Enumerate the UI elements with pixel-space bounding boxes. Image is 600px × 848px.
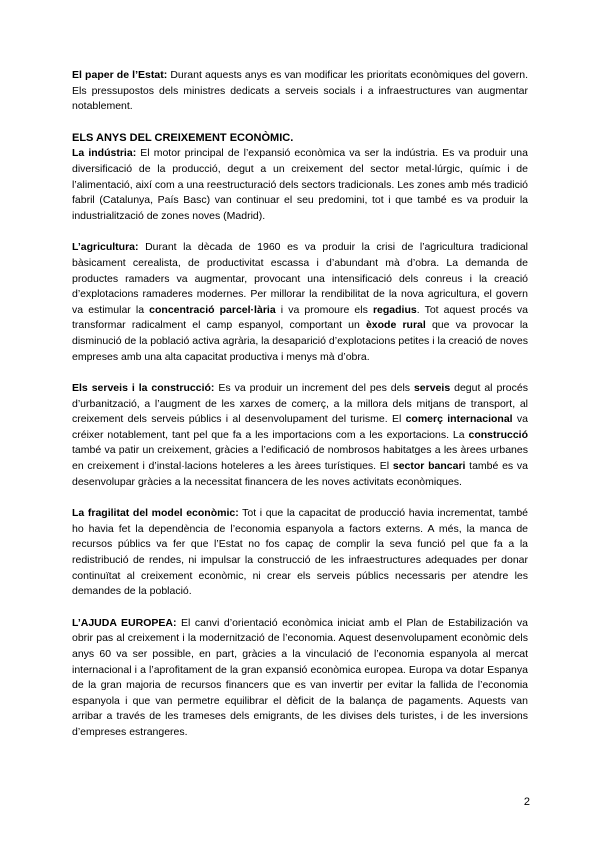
paragraph-text: degut al procés d’urbanització, a l’augment de les xarxes de comerç, a la millora dels mitjans de transport, al creixement dels serveis públics i al desenvolupament del turisme. El [72, 382, 528, 426]
paragraph-text: Durant aquests anys es van modificar les prioritats econòmiques del govern. Els pressupostos dels ministres dedicats a serveis socials i a infraestructures van augmentar notablement. [72, 69, 528, 113]
keyword: regadius [372, 303, 417, 316]
paragraph-text: Es va produir un increment del pes dels [214, 382, 414, 395]
page-number: 2 [523, 796, 530, 808]
paragraph-agricultura [72, 240, 528, 365]
paragraph-lead: La indústria: [72, 147, 137, 160]
paragraph-serveis [72, 381, 528, 490]
paragraph-text: i va promoure els [275, 303, 373, 316]
paragraph-text: que va provocar la disminució de la població activa agrària, la desaparició d’explotacions petites i la creació de noves empreses amb una alta capacitat productiva i menys mà d’obra. [72, 319, 528, 363]
document-page [72, 68, 528, 757]
paragraph-text: El motor principal de l’expansió econòmica va ser la indústria. Es va produir una diversificació de la producció, degut a un creixement del sector metal·lúrgic, químic i de l’alimentació, així com a una reestructuració dels sectors tradicionals. Les zones amb més tradició fabril (Catalunya, País Basc) van continuar el seu predomini, tot i que també es va produir la industrialització de zones noves (Madrid). [72, 147, 528, 222]
paragraph-text: . Tot aquest procés va transformar radicalment el camp espanyol, comportant un [72, 303, 529, 332]
paragraph-lead: La fragilitat del model econòmic: [72, 507, 239, 520]
section-heading: ELS ANYS DEL CREIXEMENT ECONÒMIC. [72, 131, 294, 144]
paragraph-lead: El paper de l’Estat: [72, 69, 168, 81]
paragraph-text: Durant la dècada de 1960 es va produir la crisi de l’agricultura tradicional bàsicament cerealista, de productivitat escassa i d’abundant mà d’obra. La demanda de productes ramaders va augmentar, provocant una intensificació dels conreus i la creació d’explotacions ramaderes modernes. Per millorar la rendibilitat de la nova agricultura, el govern va estimular la [72, 241, 528, 316]
paragraph-fragilitat [72, 506, 528, 600]
keyword: sector bancari [392, 460, 466, 473]
keyword: concentració parcel·lària [149, 303, 276, 316]
keyword: serveis [413, 382, 451, 395]
keyword: comerç internacional [405, 413, 513, 426]
paragraph-lead: L’agricultura: [72, 241, 139, 254]
paragraph-lead: Els serveis i la construcció: [72, 382, 215, 395]
paragraph-text: El canvi d’orientació econòmica iniciat amb el Plan de Estabilización va obrir pas al creixement i la modernització de l’economia. Aquest desenvolupament econòmic dels anys 60 va ser possible, en part, gràcies a la vinculació de l’economia espanyola al mercat internacional i a l’aprofitament de la gran expansió econòmica europea. Europa va dotar Espanya de la gran majoria de recursos financers que es van invertir per evitar la fallida de l’economia espanyola i que van permetre equilibrar el dèficit de la balança de pagaments. Aquests van arribar a través de les trameses dels emigrants, de les divises dels turistes, i de les inversions d’empreses estrangeres. [72, 616, 529, 738]
paragraph-text: també va patir un creixement, gràcies a l’edificació de nombrosos habitatges a les àrees urbanes en creixement i d’instal·lacions hoteleres a les àrees turístiques. El [72, 444, 528, 473]
paragraph-industria [72, 146, 528, 224]
paragraph-paper-estat [72, 68, 528, 115]
paragraph-text: va créixer notablement, tant pel que fa a les importacions com a les exportacions. La [72, 413, 528, 441]
paragraph-lead: L’AJUDA EUROPEA: [72, 616, 177, 629]
keyword: èxode rural [365, 319, 426, 332]
keyword: construcció [468, 428, 528, 441]
paragraph-text: Tot i que la capacitat de producció havia incrementat, també ho havia fet la dependència de l’economia espanyola a factors externs. A més, la manca de recursos públics va fer que l’Estat no fos capaç de complir la seva funció pel que fa a la redistribució de rendes, ni impulsar la construcció de les infraestructures adequades per donar continuïtat al creixement econòmic, ni crear els serveis públics necessaris per atendre les demandes de la població. [72, 507, 528, 598]
paragraph-text: també es va desenvolupar gràcies a la necessitat financera de les noves activitats econòmiques. [72, 460, 528, 488]
paragraph-ajuda-europea [72, 616, 528, 741]
